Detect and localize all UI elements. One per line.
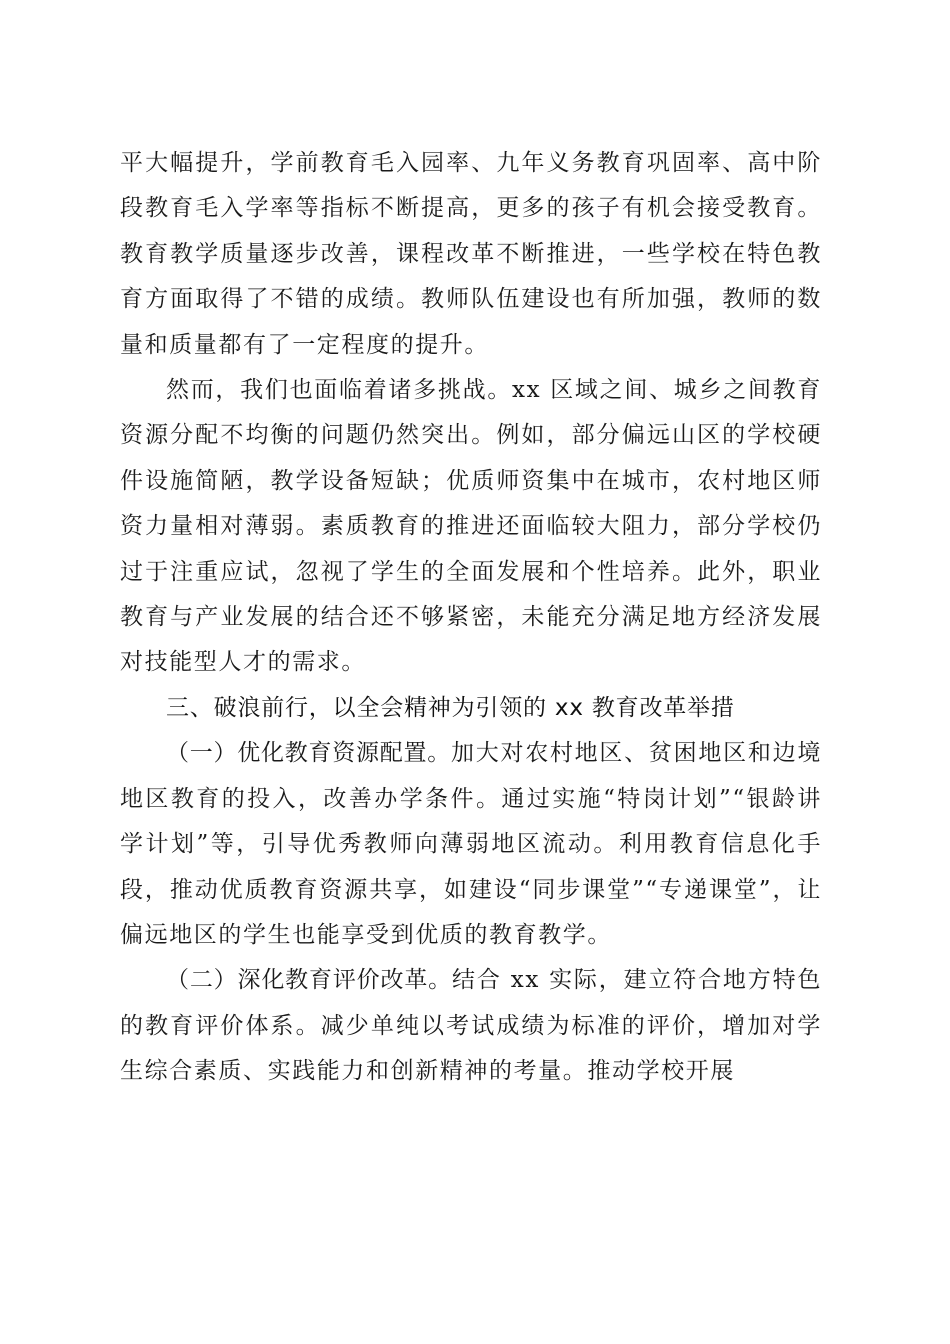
measure-item <box>120 958 822 1094</box>
measure-item <box>120 731 822 958</box>
measure-body: 加大对农村地区、贫困地区和边境地区教育的投入，改善办学条件。通过实施“特岗计划”“银龄讲学计划”等，引导优秀教师向薄弱地区流动。利用教育信息化手段，推动优质教育资源共享，如建设“同步课堂”“专递课堂”，让偏远地区的学生也能享受到优质的教育教学。 <box>120 740 822 948</box>
measure-heading: （二）深化教育评价改革。 <box>166 967 452 994</box>
measure-heading: （一）优化教育资源配置。 <box>166 740 451 767</box>
paragraph-challenges: 然而，我们也面临着诸多挑战。xx 区域之间、城乡之间教育资源分配不均衡的问题仍然突出。例如，部分偏远山区的学校硬件设施简陋，教学设备短缺；优质师资集中在城市，农村地区师资力量相对薄弱。素质教育的推进还面临较大阻力，部分学校仍过于注重应试，忽视了学生的全面发展和个性培养。此外，职业教育与产业发展的结合还不够紧密，未能充分满足地方经济发展对技能型人才的需求。 <box>120 377 822 676</box>
paragraph-continued: 平大幅提升，学前教育毛入园率、九年义务教育巩固率、高中阶段教育毛入学率等指标不断提高，更多的孩子有机会接受教育。教育教学质量逐步改善，课程改革不断推进，一些学校在特色教育方面取得了不错的成绩。教师队伍建设也有所加强，教师的数量和质量都有了一定程度的提升。 <box>120 150 822 358</box>
measure-body: 结合 xx 实际，建立符合地方特色的教育评价体系。减少单纯以考试成绩为标准的评价，增加对学生综合素质、实践能力和创新精神的考量。推动学校开展 <box>120 967 822 1085</box>
section-heading: 三、破浪前行，以全会精神为引领的 xx 教育改革举措 <box>166 694 735 721</box>
document-body <box>120 141 822 1095</box>
